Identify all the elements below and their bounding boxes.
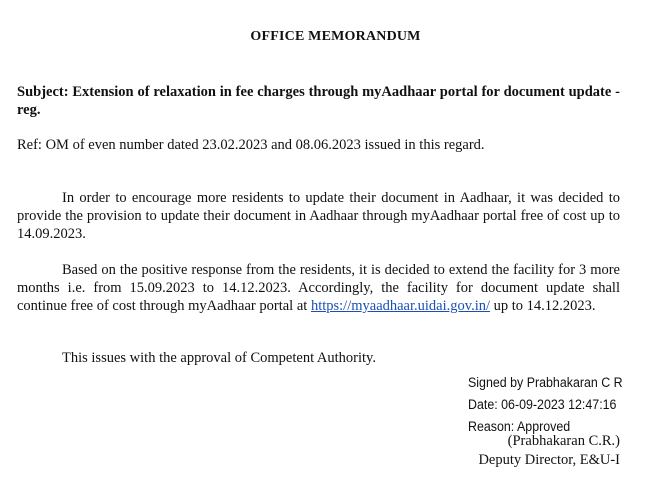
- digital-signature-signed-by: Signed by Prabhakaran C R: [468, 375, 623, 390]
- paragraph-2: [17, 261, 620, 315]
- memo-reference: Ref: OM of even number dated 23.02.2023 and 08.06.2023 issued in this regard.: [17, 137, 485, 153]
- paragraph-3: This issues with the approval of Competent Authority.: [62, 350, 376, 366]
- myaadhaar-portal-link[interactable]: https://myaadhaar.uidai.gov.in/: [310, 298, 491, 314]
- digital-signature-date: Date: 06-09-2023 12:47:16: [468, 397, 617, 412]
- memo-title: OFFICE MEMORANDUM: [250, 29, 421, 44]
- officer-designation: Deputy Director, E&U-I: [478, 452, 620, 468]
- memo-subject: Subject: Extension of relaxation in fee charges through myAadhaar portal for document update - reg.: [17, 84, 620, 118]
- paragraph-2-text-start: Based on the positive response from the residents, it is decided to extend the facility for 3 more months i.e. from 15.09.2023 to 14.12.2023. Accordingly, the facility for document update shall continue free of cost through myAadhaar portal at: [17, 262, 620, 314]
- paragraph-2-text-end: up to 14.12.2023.: [490, 298, 596, 314]
- paragraph-1: In order to encourage more residents to update their document in Aadhaar, it was decided to provide the provision to update their document in Aadhaar through myAadhaar portal free of cost up to 14.09.2023.: [17, 190, 620, 242]
- officer-name: (Prabhakaran C.R.): [507, 433, 620, 449]
- digital-signature-reason: Reason: Approved: [468, 419, 571, 434]
